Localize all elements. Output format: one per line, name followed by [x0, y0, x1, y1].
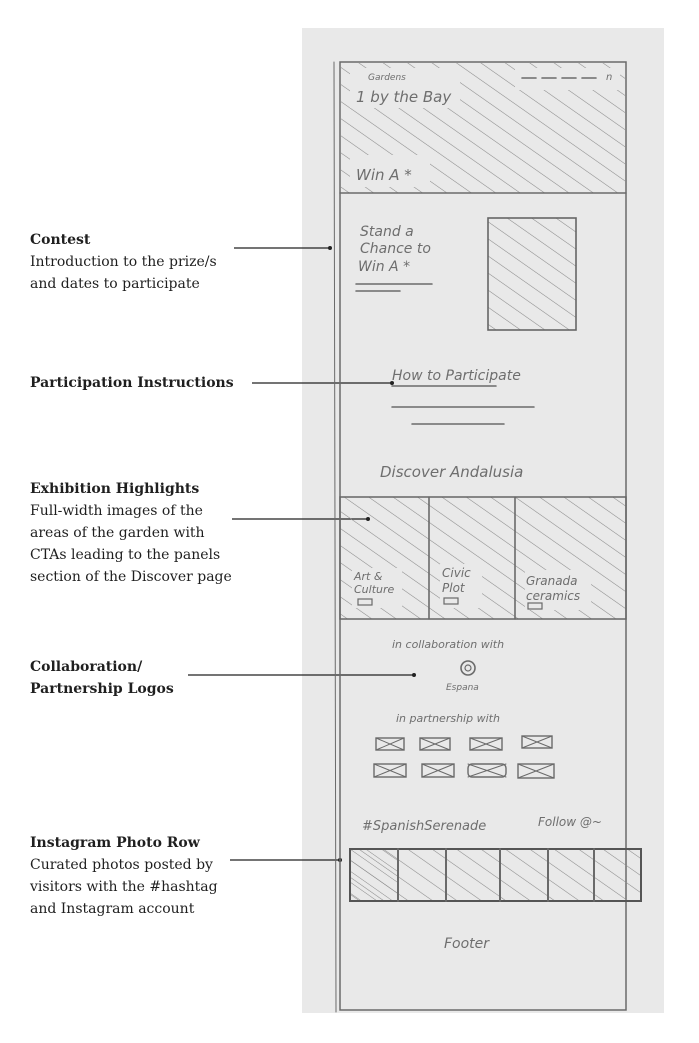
contest-line1: Stand a — [360, 224, 414, 240]
annotation-body-line: section of the Discover page — [30, 569, 232, 585]
annotation-title: Collaboration/ — [30, 659, 143, 675]
highlight-1-line2: Culture — [354, 583, 395, 596]
contest-section — [356, 218, 576, 330]
annotation-title: Participation Instructions — [30, 375, 234, 391]
annotation-body-line: and dates to participate — [30, 276, 200, 292]
highlight-1-line1: Art & — [354, 570, 383, 583]
logo-line2: 1 by the Bay — [356, 88, 452, 106]
logo-line1: Gardens — [368, 73, 406, 83]
highlight-3-line1: Granada — [526, 574, 578, 588]
annotation-title: Contest — [30, 232, 91, 248]
annotation-body-line: Curated photos posted by — [30, 857, 213, 873]
annotation-body-line: and Instagram account — [30, 901, 195, 917]
collab-text: in collaboration with — [392, 638, 505, 651]
how-to-heading: How to Participate — [392, 368, 521, 384]
annotation-title: Exhibition Highlights — [30, 481, 200, 497]
instagram-row — [350, 849, 641, 901]
annotation-body-line: Introduction to the prize/s — [30, 254, 217, 270]
hero-text: Win A * — [356, 166, 412, 184]
highlights-section — [340, 497, 626, 619]
annotation-body-line: Full-width images of the — [30, 503, 203, 519]
participation-section — [392, 368, 534, 424]
highlight-3-line2: ceramics — [526, 589, 581, 603]
annotation-body-line: areas of the garden with — [30, 525, 205, 541]
prize-image-placeholder — [488, 218, 576, 330]
annotation-title: Instagram Photo Row — [30, 835, 200, 851]
annotation-title-line2: Partnership Logos — [30, 681, 174, 697]
footer-text: Footer — [444, 936, 490, 952]
hashtag-text: #SpanishSerenade — [362, 819, 487, 834]
annotation-body-line: CTAs leading to the panels — [30, 547, 221, 563]
contest-line3: Win A * — [358, 259, 411, 275]
collab-logo-icon — [461, 661, 475, 675]
hero-section — [340, 63, 626, 193]
highlight-2-line2: Plot — [442, 581, 465, 595]
follow-text[interactable]: Follow @~ — [538, 815, 602, 829]
partner-logos — [374, 736, 554, 778]
highlight-2-line1: Civic — [442, 566, 471, 580]
collaboration-section — [392, 638, 504, 725]
menu-icon: n — [606, 72, 613, 83]
partner-text: in partnership with — [396, 712, 500, 725]
annotation-body-line: visitors with the #hashtag — [30, 879, 218, 895]
discover-heading: Discover Andalusia — [380, 463, 524, 481]
collab-logo-text: Espana — [446, 683, 479, 693]
contest-line2: Chance to — [360, 241, 431, 257]
